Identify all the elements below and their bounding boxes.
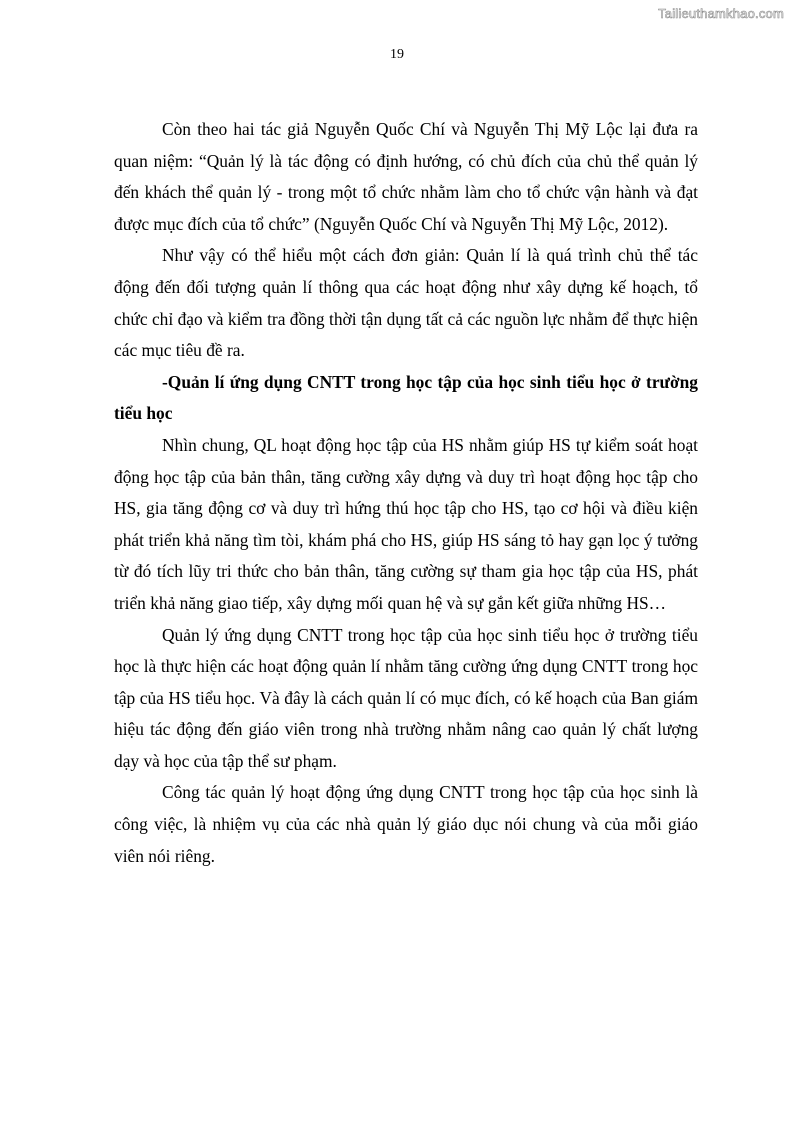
- page-number: 19: [390, 47, 404, 62]
- paragraph-simple-definition: Như vậy có thể hiểu một cách đơn giản: Quản lí là quá trình chủ thể tác động đến đối tượng quản lí thông qua các hoạt động như xây dựng kế hoạch, tổ chức chỉ đạo và kiểm tra đồng thời tận dụng tất cả các nguồn lực nhằm để thực hiện các mục tiêu đề ra.: [114, 245, 698, 361]
- section-heading: -Quản lí ứng dụng CNTT trong học tập của học sinh tiểu học ở trường tiểu học: [114, 371, 698, 424]
- document-body: [114, 114, 698, 872]
- watermark: Tailieuthamkhao.com: [658, 6, 784, 21]
- paragraph-ict-management: Quản lý ứng dụng CNTT trong học tập của học sinh tiểu học ở trường tiểu học là thực hiện các hoạt động quản lí nhằm tăng cường ứng dụng CNTT trong học tập của HS tiểu học. Và đây là cách quản lí có mục đích, có kế hoạch của Ban giám hiệu tác động đến giáo viên trong nhà trường nhằm nâng cao quản lý chất lượng dạy và học của tập thể sư phạm.: [114, 624, 698, 771]
- paragraph-definition-quote: Còn theo hai tác giả Nguyễn Quốc Chí và Nguyễn Thị Mỹ Lộc lại đưa ra quan niệm: “Quản lý là tác động có định hướng, có chủ đích của chủ thể quản lý đến khách thể quản lý - trong một tổ chức nhằm làm cho tổ chức vận hành và đạt được mục đích của tổ chức” (Nguyễn Quốc Chí và Nguyễn Thị Mỹ Lộc, 2012).: [114, 119, 698, 234]
- paragraph-overview: Nhìn chung, QL hoạt động học tập của HS nhằm giúp HS tự kiểm soát hoạt động học tập của bản thân, tăng cường xây dựng và duy trì hoạt động học tập cho HS, gia tăng động cơ và duy trì hứng thú học tập cho HS, tạo cơ hội và điều kiện phát triển khả năng tìm tòi, khám phá cho HS, giúp HS sáng tỏ hay gạn lọc ý tưởng từ đó tích lũy tri thức cho bản thân, tăng cường sự tham gia học tập của HS, phát triển khả năng giao tiếp, xây dựng mối quan hệ và sự gắn kết giữa những HS…: [114, 434, 698, 613]
- paragraph-management-duty: Công tác quản lý hoạt động ứng dụng CNTT trong học tập của học sinh là công việc, là nhiệm vụ của các nhà quản lý giáo dục nói chung và của mỗi giáo viên nói riêng.: [114, 782, 698, 866]
